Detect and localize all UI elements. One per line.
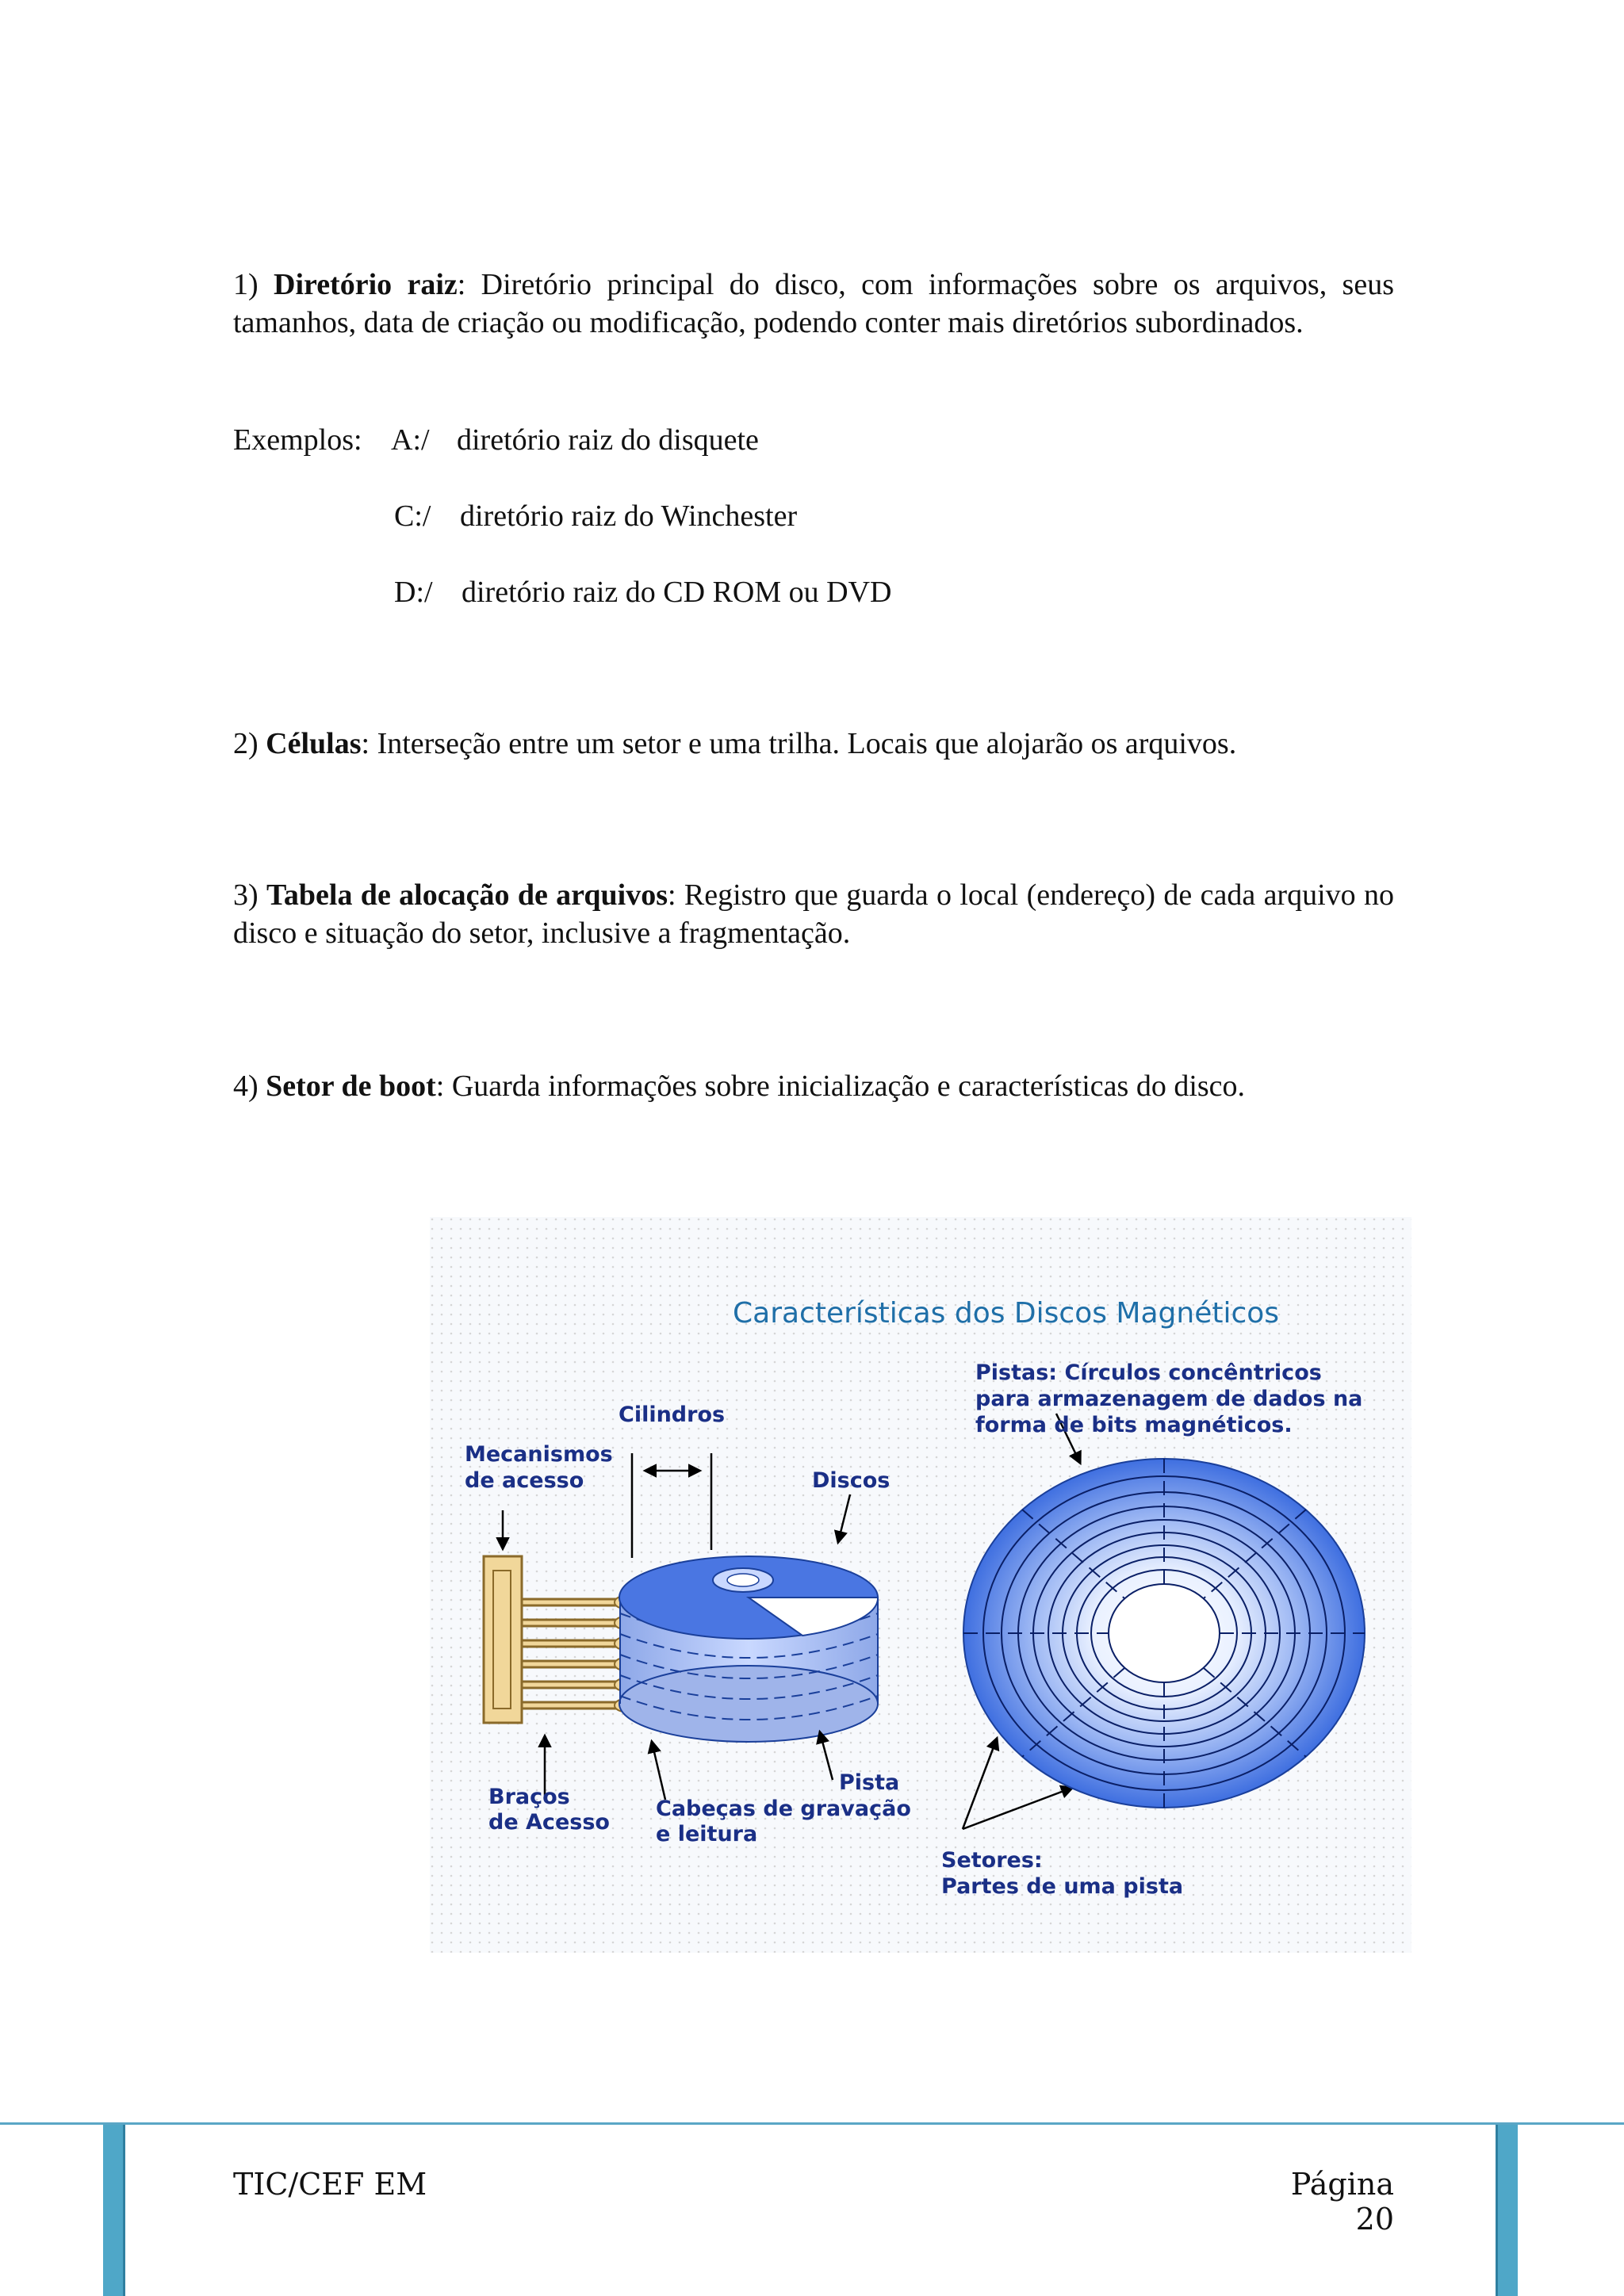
example-drive: A:/ <box>391 423 430 457</box>
example-text: diretório raiz do CD ROM ou DVD <box>462 576 892 609</box>
label-pistas-1: Pistas: Círculos concêntricos <box>975 1360 1322 1385</box>
item-number: 3) <box>233 878 259 912</box>
example-text: diretório raiz do Winchester <box>460 499 798 533</box>
label-pistas-2: para armazenagem de dados na <box>975 1387 1363 1411</box>
disk-stack <box>619 1556 878 1742</box>
item-definition: : Registro que guarda o local (endereço) de cada arquivo no disco e situação do setor, inclusive a fragmentação. <box>233 878 1395 950</box>
label-pistas-3: forma de bits magnéticos. <box>975 1413 1293 1437</box>
label-bracos-1: Braços <box>488 1785 570 1809</box>
footer-page-number: Página 20 <box>1290 2167 1394 2237</box>
label-mecanismos-2: de acesso <box>465 1468 584 1493</box>
item-term: Tabela de alocação de arquivos <box>266 878 668 912</box>
label-setores-1: Setores: <box>941 1848 1043 1873</box>
item-number: 1) <box>233 268 259 301</box>
platter-top-view <box>963 1459 1365 1808</box>
item-tabela-alocacao <box>233 876 1394 952</box>
item-number: 2) <box>233 727 259 760</box>
item-setor-boot <box>233 1067 1394 1105</box>
item-term: Células <box>266 727 362 760</box>
item-diretorio-raiz <box>233 266 1394 342</box>
label-pista: Pista <box>839 1770 900 1795</box>
item-definition: : Diretório principal do disco, com informações sobre os arquivos, seus tamanhos, data de criação ou modificação, podendo conter mais diretórios subordinados. <box>233 268 1395 339</box>
label-setores-2: Partes de uma pista <box>941 1874 1184 1899</box>
examples-label: Exemplos: <box>233 423 362 457</box>
figure-title: Características dos Discos Magnéticos <box>733 1297 1280 1330</box>
item-number: 4) <box>233 1070 259 1103</box>
footer-course: TIC/CEF EM <box>233 2167 427 2202</box>
label-cabecas-2: e leitura <box>656 1822 758 1846</box>
label-discos: Discos <box>812 1468 891 1493</box>
footer-divider <box>0 2122 1624 2125</box>
label-mecanismos-1: Mecanismos <box>465 1442 613 1467</box>
example-drive: C:/ <box>394 499 431 533</box>
example-drive: D:/ <box>394 576 433 609</box>
item-definition: : Guarda informações sobre inicialização e características do disco. <box>435 1070 1246 1103</box>
item-celulas <box>233 725 1394 763</box>
item-definition: : Interseção entre um setor e uma trilha. Locais que alojarão os arquivos. <box>361 727 1237 760</box>
magnetic-disk-diagram <box>430 1217 1411 1953</box>
item-term: Setor de boot <box>266 1070 436 1103</box>
label-bracos-2: de Acesso <box>488 1810 610 1835</box>
footer-right-bar <box>1496 2125 1518 2296</box>
label-cilindros: Cilindros <box>619 1402 726 1427</box>
footer-left-bar <box>103 2125 125 2296</box>
example-text: diretório raiz do disquete <box>457 423 759 457</box>
label-cabecas-1: Cabeças de gravação <box>656 1797 911 1821</box>
item-term: Diretório raiz <box>274 268 458 301</box>
